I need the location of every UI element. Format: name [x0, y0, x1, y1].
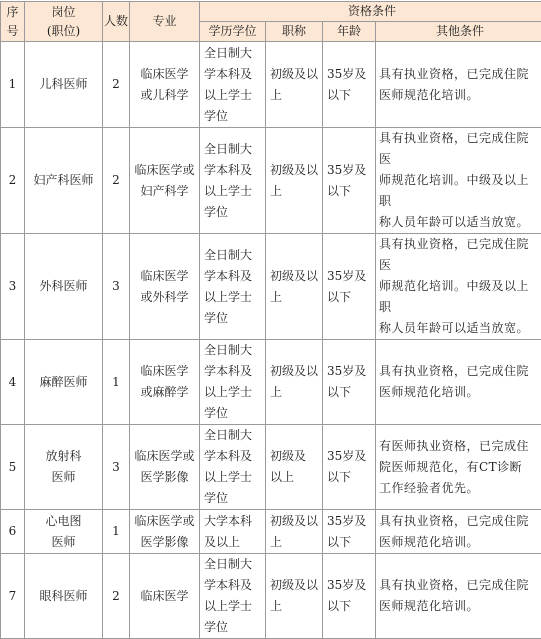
cell-professional-title: 初级及以 上 — [266, 510, 323, 554]
cell-serial-number: 1 — [1, 42, 25, 128]
cell-other-conditions: 有医师执业资格，已完成住 院医师规范化，有CT诊断 工作经验者优先。 — [376, 425, 541, 510]
cell-age: 35岁及 以下 — [323, 128, 376, 234]
cell-headcount: 1 — [103, 510, 130, 554]
header-headcount: 人数 — [103, 2, 130, 42]
cell-professional-title: 初级及以 上 — [266, 340, 323, 425]
cell-professional-title: 初级及以 上 — [266, 234, 323, 340]
table-row — [1, 510, 541, 554]
cell-major: 临床医学或 妇产科学 — [130, 128, 200, 234]
cell-serial-number: 6 — [1, 510, 25, 554]
header-qualifications: 资格条件 — [200, 2, 541, 22]
table-row — [1, 340, 541, 425]
cell-degree: 全日制大 学本科及 以上学士 学位 — [200, 554, 266, 639]
cell-degree: 全日制大 学本科及 以上学士 学位 — [200, 42, 266, 128]
cell-degree: 全日制大 学本科及 以上学士 学位 — [200, 340, 266, 425]
cell-major: 临床医学或 医学影像 — [130, 425, 200, 510]
recruitment-table — [0, 1, 541, 639]
cell-headcount: 2 — [103, 42, 130, 128]
header-professional-title: 职称 — [266, 22, 323, 42]
cell-post: 心电图 医师 — [25, 510, 103, 554]
cell-degree: 全日制大 学本科及 以上学士 学位 — [200, 425, 266, 510]
cell-professional-title: 初级及以 上 — [266, 128, 323, 234]
cell-post: 儿科医师 — [25, 42, 103, 128]
cell-age: 35岁及 以下 — [323, 340, 376, 425]
header-other-conditions: 其他条件 — [376, 22, 541, 42]
table-row — [1, 234, 541, 340]
cell-age: 35岁及 以下 — [323, 554, 376, 639]
cell-age: 35岁及 以下 — [323, 510, 376, 554]
cell-age: 35岁及 以下 — [323, 234, 376, 340]
cell-other-conditions: 具有执业资格，已完成住院 医师规范化培训。 — [376, 42, 541, 128]
header-post: 岗位 (职位) — [25, 2, 103, 42]
cell-serial-number: 7 — [1, 554, 25, 639]
cell-serial-number: 4 — [1, 340, 25, 425]
table-row — [1, 128, 541, 234]
table-row — [1, 42, 541, 128]
cell-headcount: 2 — [103, 554, 130, 639]
header-age: 年龄 — [323, 22, 376, 42]
cell-post: 放射科 医师 — [25, 425, 103, 510]
cell-serial-number: 3 — [1, 234, 25, 340]
cell-serial-number: 2 — [1, 128, 25, 234]
cell-headcount: 1 — [103, 340, 130, 425]
table-row — [1, 554, 541, 639]
cell-professional-title: 初级及以 上 — [266, 42, 323, 128]
cell-post: 眼科医师 — [25, 554, 103, 639]
cell-other-conditions: 具有执业资格，已完成住院 医师规范化培训。 — [376, 554, 541, 639]
header-major: 专业 — [130, 2, 200, 42]
cell-other-conditions: 具有执业资格，已完成住院医 师规范化培训。中级及以上职 称人员年龄可以适当放宽。 — [376, 234, 541, 340]
cell-post: 妇产科医师 — [25, 128, 103, 234]
cell-major: 临床医学 — [130, 554, 200, 639]
cell-other-conditions: 具有执业资格，已完成住院医 师规范化培训。中级及以上职 称人员年龄可以适当放宽。 — [376, 128, 541, 234]
cell-degree: 全日制大 学本科及 以上学士 学位 — [200, 128, 266, 234]
cell-post: 外科医师 — [25, 234, 103, 340]
header-degree: 学历学位 — [200, 22, 266, 42]
cell-other-conditions: 具有执业资格，已完成住院 医师规范化培训。 — [376, 340, 541, 425]
cell-age: 35岁及 以下 — [323, 42, 376, 128]
cell-other-conditions: 具有执业资格，已完成住院 医师规范化培训。 — [376, 510, 541, 554]
cell-headcount: 2 — [103, 128, 130, 234]
cell-headcount: 3 — [103, 234, 130, 340]
cell-major: 临床医学 或麻醉学 — [130, 340, 200, 425]
cell-headcount: 3 — [103, 425, 130, 510]
cell-professional-title: 初级及以 上 — [266, 554, 323, 639]
cell-major: 临床医学 或外科学 — [130, 234, 200, 340]
cell-serial-number: 5 — [1, 425, 25, 510]
table-row — [1, 425, 541, 510]
cell-major: 临床医学或 医学影像 — [130, 510, 200, 554]
cell-age: 35岁及 以下 — [323, 425, 376, 510]
cell-professional-title: 初级及 以上 — [266, 425, 323, 510]
cell-major: 临床医学 或儿科学 — [130, 42, 200, 128]
cell-degree: 全日制大 学本科及 以上学士 学位 — [200, 234, 266, 340]
header-serial-number: 序号 — [1, 2, 25, 42]
cell-degree: 大学本科 及以上 — [200, 510, 266, 554]
cell-post: 麻醉医师 — [25, 340, 103, 425]
